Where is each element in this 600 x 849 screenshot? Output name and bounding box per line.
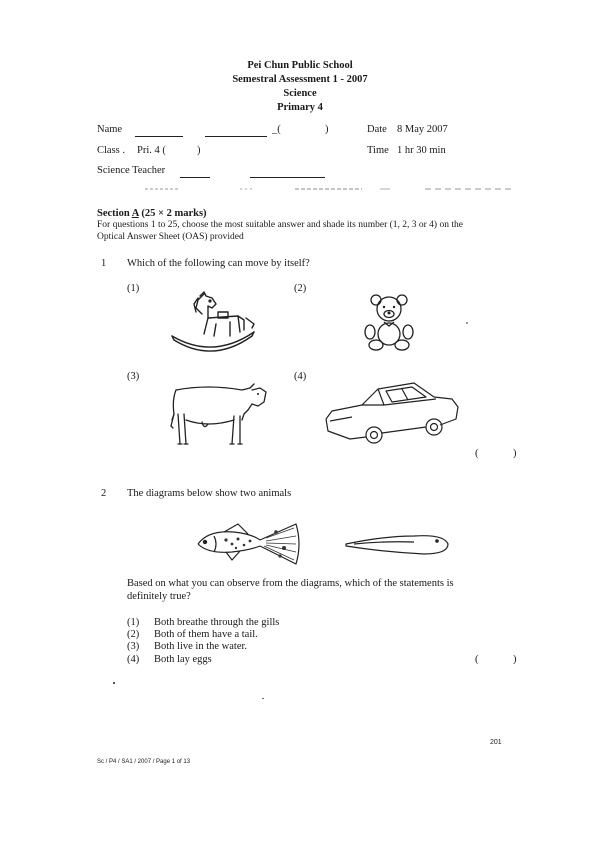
class-paren-close: )	[197, 145, 201, 156]
level-title: Primary 4	[277, 102, 323, 113]
school-name: Pei Chun Public School	[247, 60, 353, 71]
class-label: Class .	[97, 145, 126, 156]
q2-question-line1: Based on what you can observe from the diagrams, which of the statements is	[127, 578, 454, 589]
q2-option-3-num: (3)	[127, 641, 140, 652]
q1-option-4: (4)	[294, 371, 307, 382]
q2-option-4-num: (4)	[127, 654, 140, 665]
q2-option-4-text: Both lay eggs	[154, 654, 212, 665]
cow-icon	[168, 380, 268, 452]
time-label: Time	[367, 145, 389, 156]
name-label: Name	[97, 124, 123, 135]
class-value: Pri. 4 (	[137, 145, 166, 156]
scan-speck	[113, 682, 115, 684]
q2-option-2-text: Both of them have a tail.	[154, 629, 258, 640]
q2-option-2-num: (2)	[127, 629, 140, 640]
section-title: Section A (25 × 2 marks)	[97, 208, 207, 219]
assessment-title: Semestral Assessment 1 - 2007	[232, 74, 368, 85]
teacher-blank-1[interactable]	[180, 177, 210, 178]
scan-speck	[262, 698, 264, 699]
scan-dashes	[140, 186, 520, 192]
q2-option-1-text: Both breathe through the gills	[154, 617, 280, 628]
car-icon	[322, 377, 462, 449]
q2-option-3-text: Both live in the water.	[154, 641, 248, 652]
register-paren-open: _(	[272, 124, 281, 135]
q1-answer-paren-open[interactable]: (	[475, 448, 479, 459]
time-value: 1 hr 30 min	[397, 145, 446, 156]
q1-text: Which of the following can move by itself?	[127, 258, 310, 269]
name-blank-2[interactable]	[205, 136, 267, 137]
corner-mark: 201	[490, 739, 502, 746]
teacher-blank-2[interactable]	[250, 177, 325, 178]
q2-option-1-num: (1)	[127, 617, 140, 628]
tadpole-icon	[344, 530, 454, 560]
register-paren-close: )	[325, 124, 329, 135]
q2-number: 2	[101, 488, 107, 499]
q2-text: The diagrams below show two animals	[127, 488, 292, 499]
guppy-fish-icon	[192, 518, 302, 568]
q1-option-3: (3)	[127, 371, 140, 382]
page-footer: Sc / P4 / SA1 / 2007 / Page 1 of 13	[97, 759, 191, 765]
q2-answer-paren-close[interactable]: )	[513, 654, 517, 665]
teddy-bear-icon	[362, 292, 422, 352]
scan-speck	[466, 322, 468, 324]
section-instructions-line1: For questions 1 to 25, choose the most suitable answer and shade its number (1, 2, 3 or 4) on the	[97, 220, 463, 230]
q1-option-1: (1)	[127, 283, 140, 294]
subject-title: Science	[283, 88, 317, 99]
q2-question-line2: definitely true?	[127, 591, 191, 602]
date-label: Date	[367, 124, 387, 135]
teacher-label: Science Teacher	[97, 165, 166, 176]
q1-answer-paren-close[interactable]: )	[513, 448, 517, 459]
section-instructions-line2: Optical Answer Sheet (OAS) provided	[97, 232, 244, 242]
rocking-horse-icon	[168, 288, 258, 358]
q1-option-2: (2)	[294, 283, 307, 294]
name-blank-1[interactable]	[135, 136, 183, 137]
q1-number: 1	[101, 258, 107, 269]
date-value: 8 May 2007	[397, 124, 448, 135]
q2-answer-paren-open[interactable]: (	[475, 654, 479, 665]
